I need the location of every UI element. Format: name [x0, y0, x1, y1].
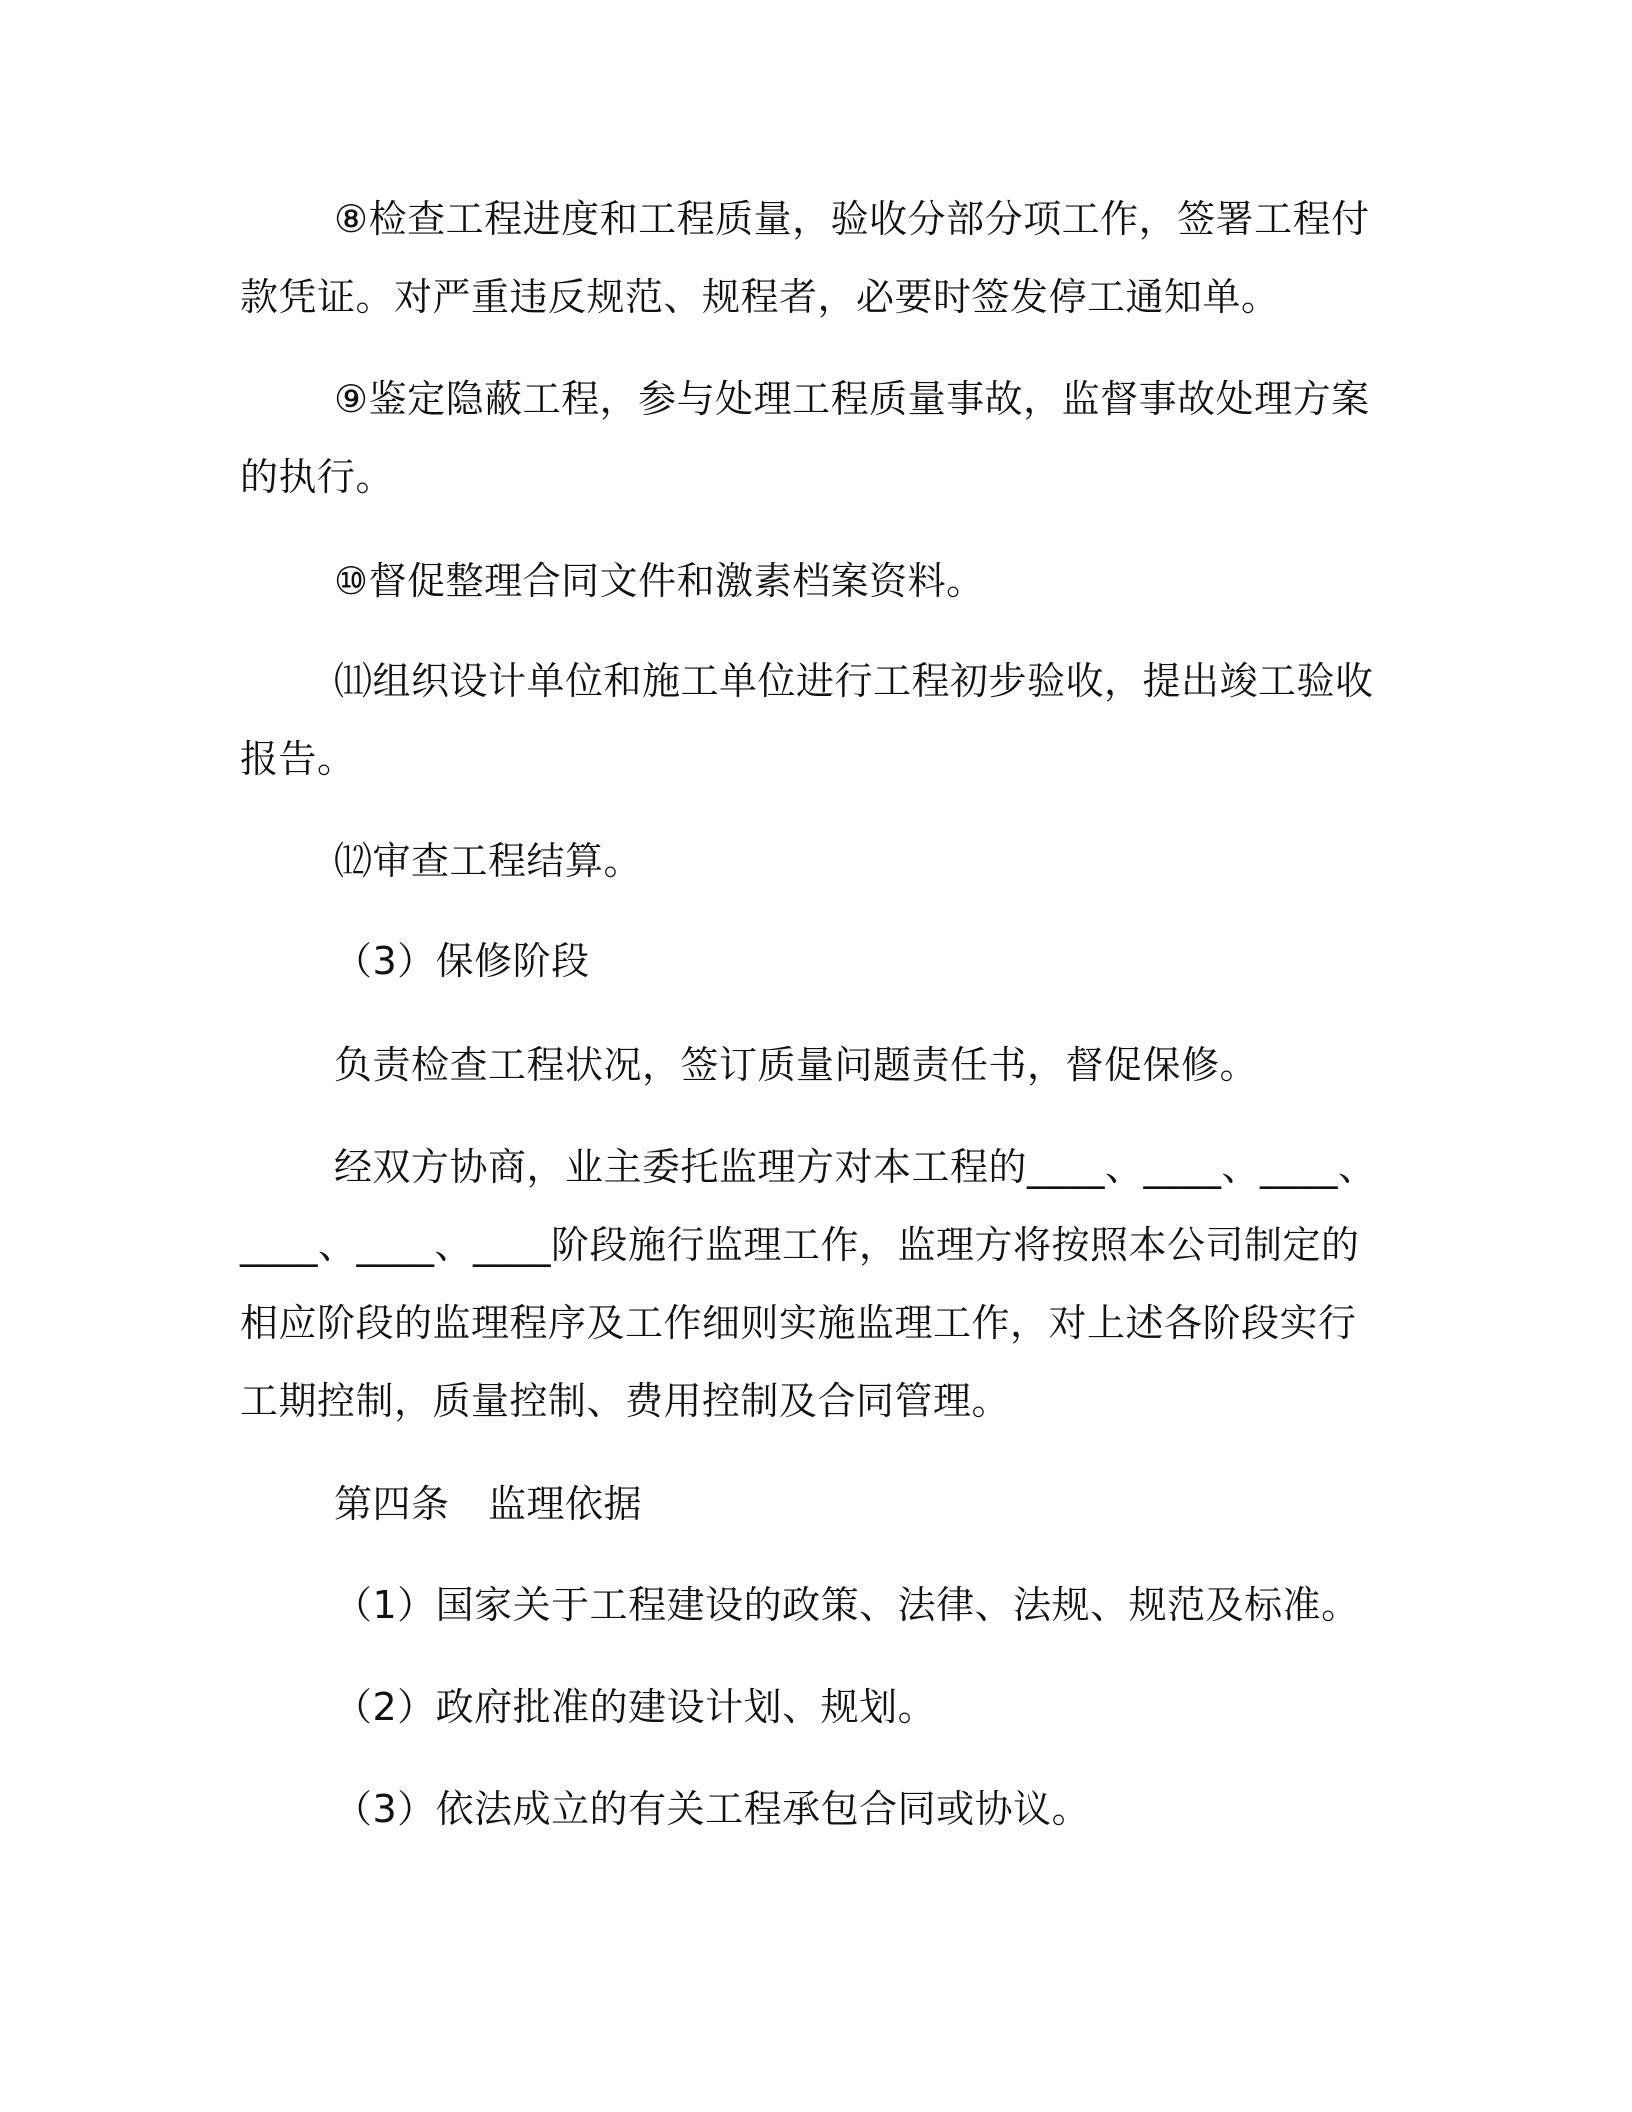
section-heading-warranty: （3）保修阶段 [334, 939, 590, 983]
article-heading-4: 第四条 监理依据 [334, 1482, 643, 1526]
paragraph-item-10: ⑩督促整理合同文件和激素档案资料。 [334, 559, 985, 603]
paragraph-warranty-body: 负责检查工程状况，签订质量问题责任书，督促保修。 [334, 1043, 1259, 1087]
basis-item-1: （1）国家关于工程建设的政策、法律、法规、规范及标准。 [334, 1583, 1360, 1627]
paragraph-agreement: 经双方协商，业主委托监理方对本工程的____、____、____、____、____、____阶段施行监理工作，监理方将按照本公司制定的相应阶段的监理程序及工作细则实施监理工作，对上述各阶段实行工期控制，质量控制、费用控制及合同管理。 [240, 1145, 1377, 1423]
paragraph-item-11: ⑾组织设计单位和施工单位进行工程初步验收，提出竣工验收报告。 [240, 659, 1374, 781]
basis-item-2: （2）政府批准的建设计划、规划。 [334, 1685, 937, 1729]
paragraph-item-9: ⑨鉴定隐蔽工程，参与处理工程质量事故，监督事故处理方案的执行。 [240, 377, 1370, 499]
basis-item-3: （3）依法成立的有关工程承包合同或协议。 [334, 1787, 1091, 1831]
paragraph-item-12: ⑿审查工程结算。 [334, 839, 643, 883]
paragraph-item-8: ⑧检查工程进度和工程质量，验收分部分项工作，签署工程付款凭证。对严重违反规范、规程者，必要时签发停工通知单。 [240, 197, 1370, 319]
